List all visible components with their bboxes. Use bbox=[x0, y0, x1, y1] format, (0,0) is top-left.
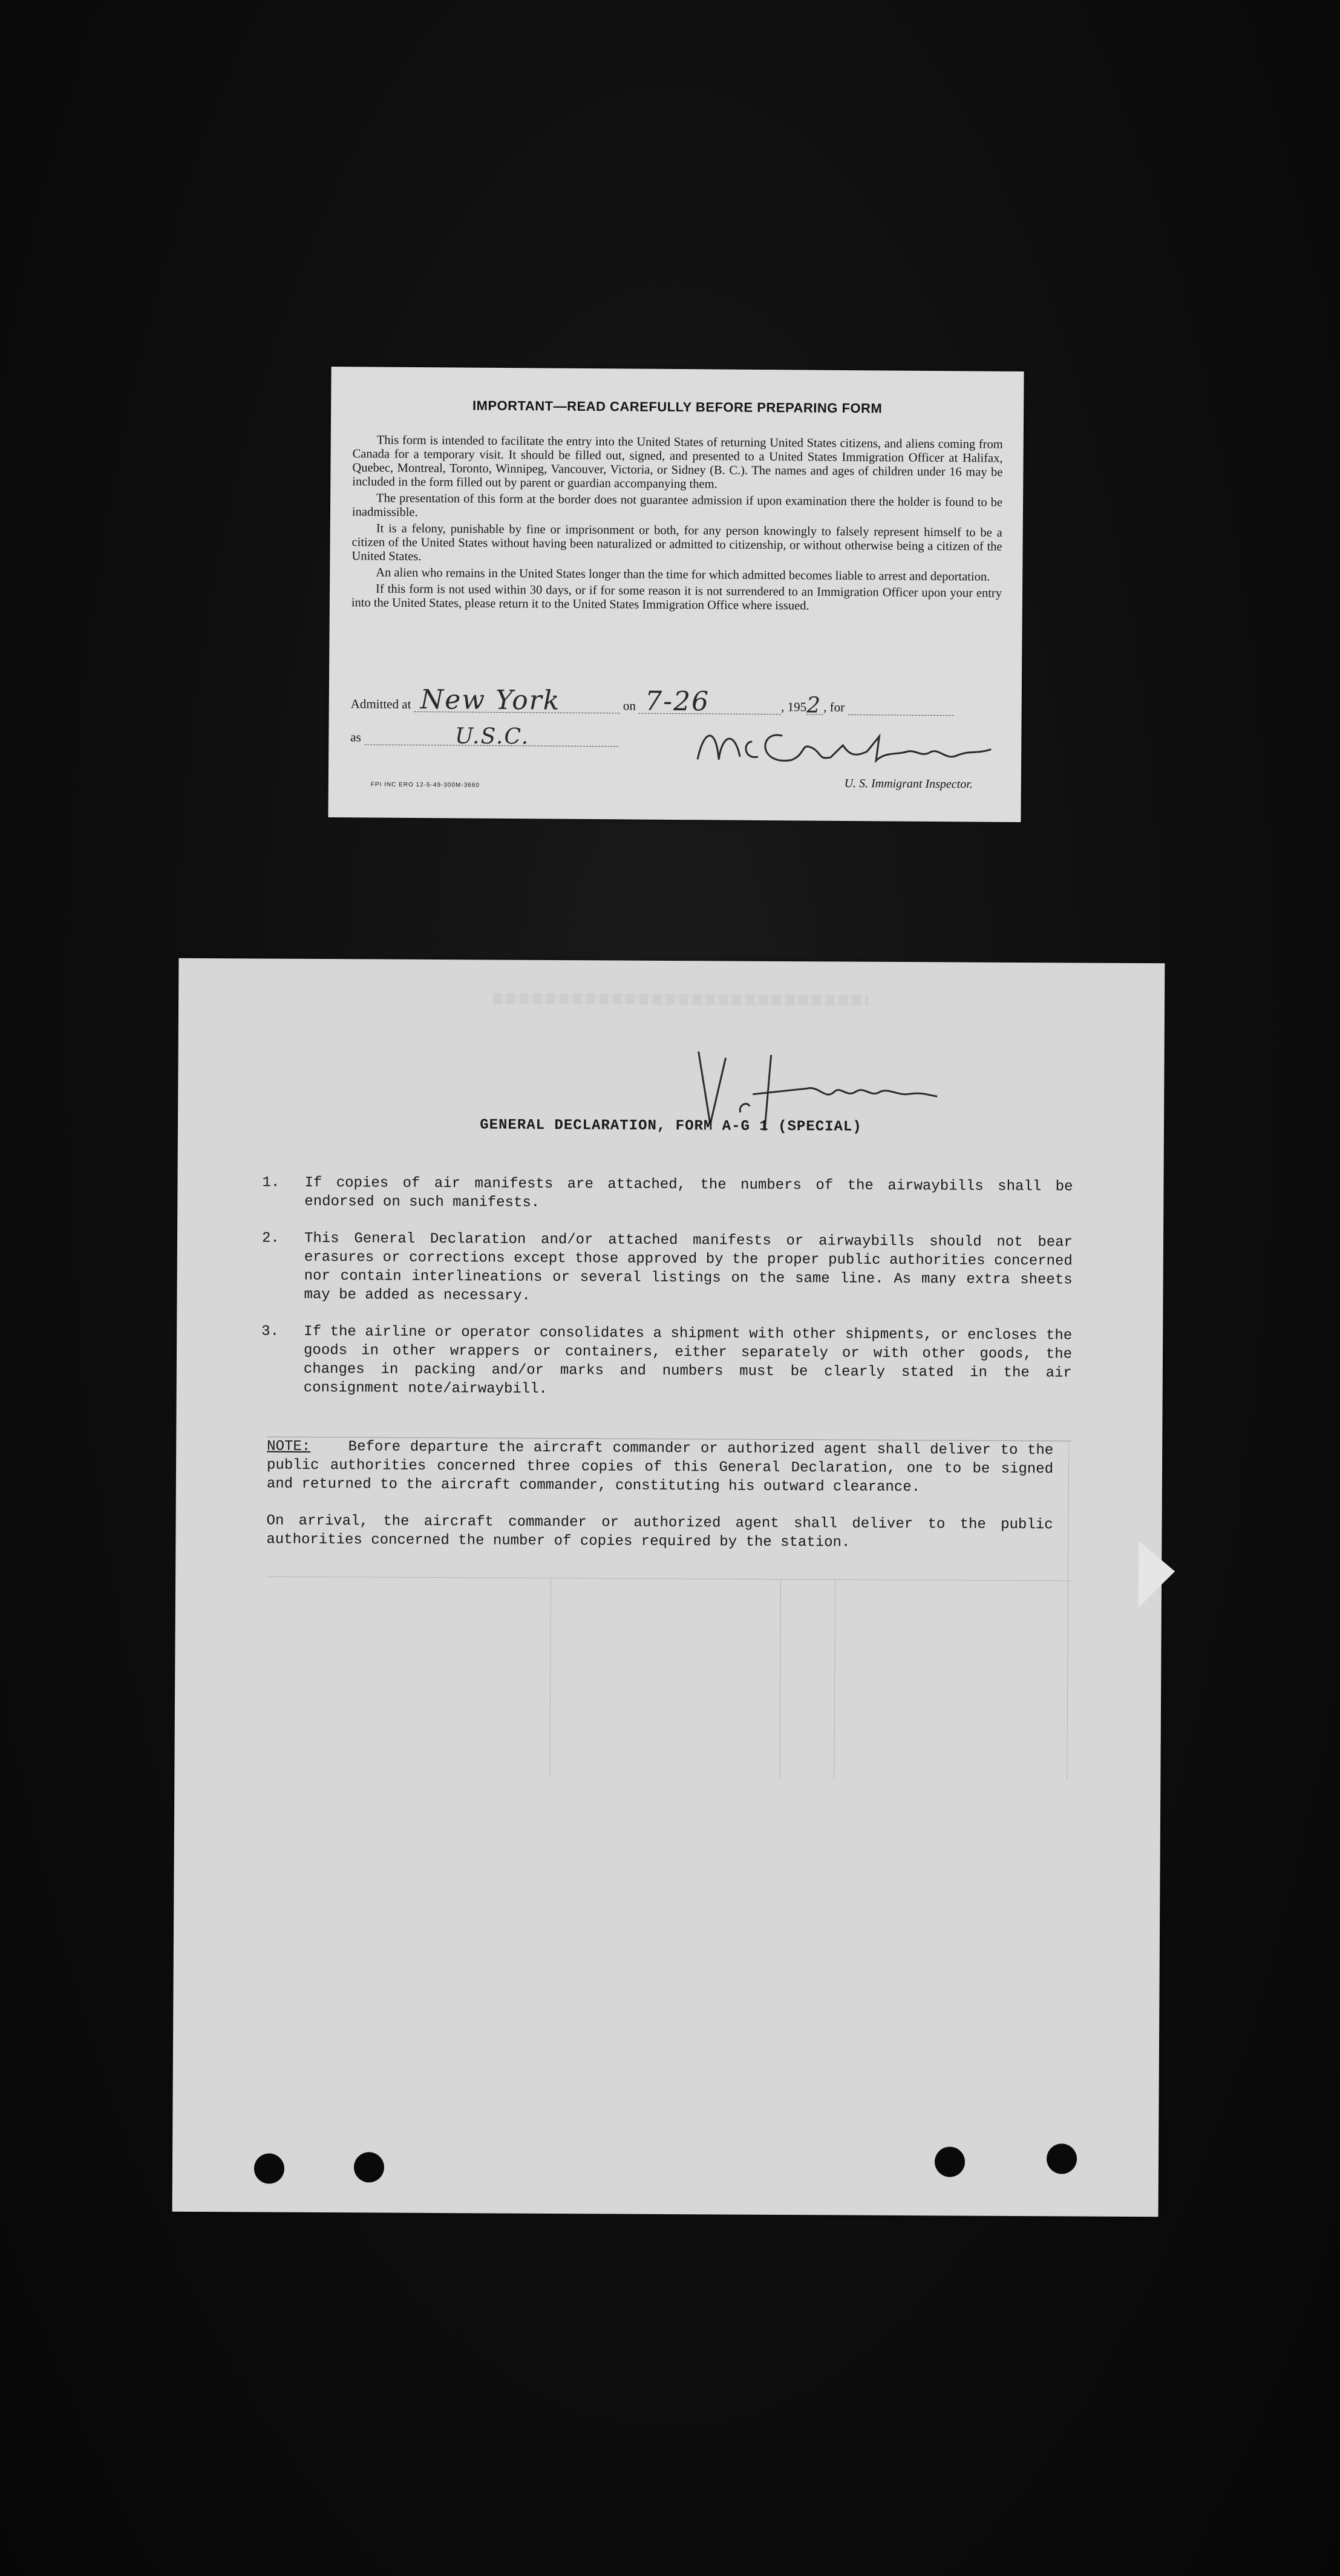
admitted-label: Admitted at bbox=[350, 696, 411, 711]
admitted-place-handwriting: New York bbox=[420, 684, 561, 716]
card-title: IMPORTANT—READ CAREFULLY BEFORE PREPARING FORM bbox=[472, 397, 883, 416]
punch-hole bbox=[354, 2152, 384, 2182]
instruction-text: This General Declaration and/or attached manifests or airwaybills should not bear erasures or corrections except those approved by the proper public authorities concerned nor contain interlineations or several listings on the same line. As many extra sheets may be added as necessary. bbox=[304, 1230, 1073, 1304]
card-paragraph: This form is intended to facilitate the entry into the United States of returning United States citizens, and aliens coming from Canada for a temporary visit. It should be filled out, signed, and presented to a United States Immigration Officer at Halifax, Quebec, Montreal, Toronto, Winnipeg, Vancouver, Victoria, or Sidney (B. C.). The names and ages of children under 16 may be included in the form filled out by parent or guardian accompanying them. bbox=[352, 433, 1003, 491]
year-prefix: , 195 bbox=[781, 699, 807, 714]
declaration-title: GENERAL DECLARATION, FORM A-G 1 (SPECIAL) bbox=[480, 1117, 862, 1136]
instruction-item bbox=[261, 1322, 1073, 1401]
card-paragraph: An alien who remains in the United States longer than the time for which admitted becomes liable to arrest and deportation. bbox=[376, 566, 990, 584]
declaration-instructions bbox=[261, 1173, 1073, 1419]
inspector-label: U. S. Immigrant Inspector. bbox=[844, 776, 973, 791]
instruction-number: 2. bbox=[261, 1230, 279, 1247]
note-text: Before departure the aircraft commander or authorized agent shall deliver to the public authorities concerned three copies of this General Declaration, one to be signed and returned to the aircraft commander, constituting his outward clearance. bbox=[266, 1439, 1054, 1496]
printer-code: FPI INC ERO 12-5-49-300M-3660 bbox=[370, 781, 480, 789]
on-label: on bbox=[623, 698, 636, 713]
card-instructions bbox=[351, 433, 1003, 616]
punch-hole bbox=[935, 2146, 965, 2177]
instruction-text: If copies of air manifests are attached, the numbers of the airwaybills shall be endorsed on such manifests. bbox=[304, 1174, 1073, 1211]
instruction-number: 3. bbox=[261, 1323, 279, 1340]
bleed-through-text bbox=[493, 993, 868, 1005]
date-handwriting: 7-26 bbox=[645, 685, 710, 718]
instruction-number: 1. bbox=[262, 1174, 280, 1191]
punch-hole bbox=[254, 2153, 284, 2183]
note-label: NOTE: bbox=[267, 1438, 311, 1455]
note-section bbox=[265, 1437, 1071, 1780]
as-label: as bbox=[350, 730, 361, 745]
arrival-paragraph: On arrival, the aircraft commander or authorized agent shall deliver to the public authorities concerned the number of copies required by the station. bbox=[266, 1512, 1053, 1551]
as-handwriting: U.S.C. bbox=[454, 724, 530, 750]
card-paragraph: The presentation of this form at the border does not guarantee admission if upon examination there the holder is found to be inadmissible. bbox=[351, 491, 1003, 520]
entry-card bbox=[328, 367, 1024, 822]
note-paragraph bbox=[267, 1437, 1053, 1498]
instruction-text: If the airline or operator consolidates a shipment with other shipments, or encloses the goods in other wrappers or containers, either separately or with other goods, the changes in packing and/or marks and numbers must be clearly stated in the air consignment note/airwaybill. bbox=[303, 1323, 1073, 1398]
punch-hole bbox=[1047, 2143, 1077, 2174]
instruction-item bbox=[262, 1173, 1073, 1215]
admitted-place-field bbox=[414, 684, 620, 716]
as-row bbox=[350, 724, 618, 750]
general-declaration-sheet bbox=[172, 958, 1165, 2217]
note-text-block bbox=[266, 1437, 1053, 1572]
date-field bbox=[639, 685, 781, 718]
as-field bbox=[364, 724, 618, 750]
year-handwriting: 2 bbox=[806, 693, 822, 718]
for-label: , for bbox=[823, 699, 845, 714]
instruction-item bbox=[261, 1229, 1073, 1308]
inspector-signature bbox=[685, 717, 1001, 780]
admitted-row bbox=[350, 684, 954, 718]
for-field bbox=[848, 701, 953, 716]
year-field bbox=[806, 693, 823, 718]
card-paragraph: If this form is not used within 30 days, or if for some reason it is not surrendered to an Immigration Officer upon your entry into the United States, please return it to the United States Immigration Office where issued. bbox=[351, 582, 1002, 613]
card-paragraph: It is a felony, punishable by fine or imprisonment or both, for any person knowingly to falsely represent himself to be a citizen of the United States without having been naturalized or admitted to citizenship, or without otherwise being a citizen of the United States. bbox=[351, 521, 1002, 564]
folded-corner bbox=[1139, 1541, 1175, 1607]
